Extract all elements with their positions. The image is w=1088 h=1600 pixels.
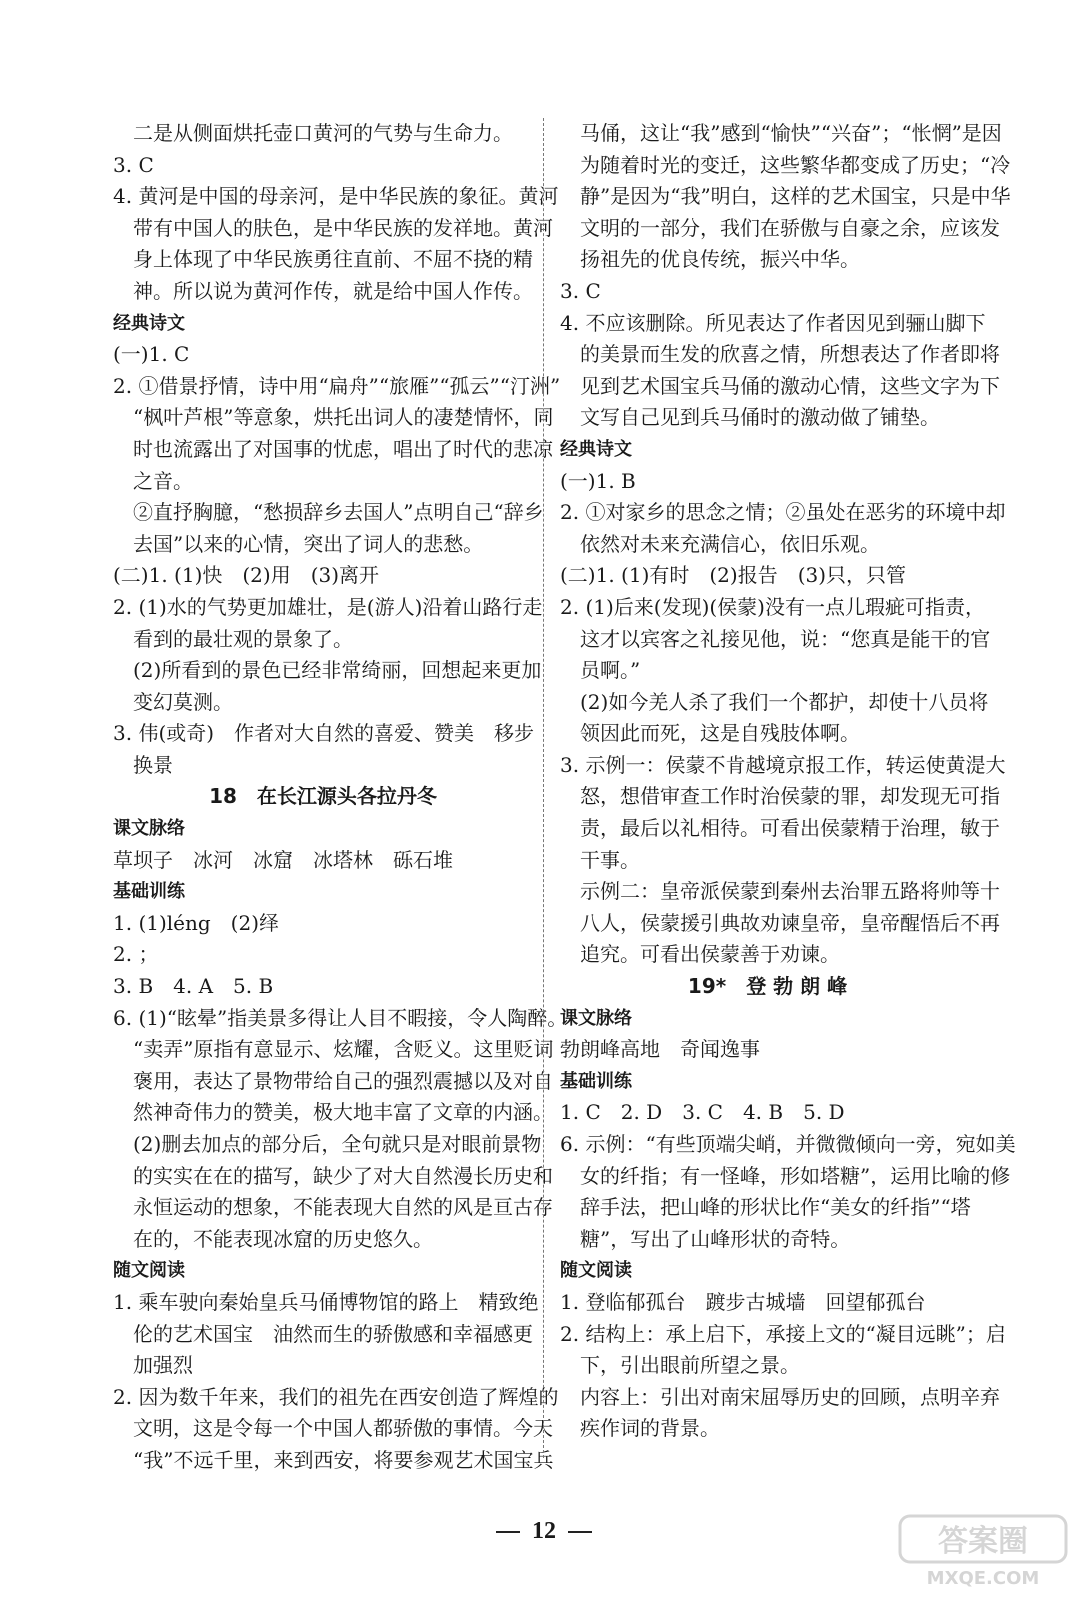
text-line: (2)删去加点的部分后，全句就只是对眼前景物 — [133, 1132, 542, 1156]
text-line: 2. 结构上：承上启下，承接上文的“凝目远眺”；启 — [560, 1321, 1006, 1346]
section-heading: 基础训练 — [113, 881, 185, 903]
section-heading: 课文脉络 — [560, 1007, 632, 1029]
text-line: 的实实在在的描写，缺少了对大自然漫长历史和 — [133, 1163, 553, 1188]
text-line: “卖弄”原指有意显示、炫耀，含贬义。这里贬词 — [133, 1037, 554, 1062]
text-line: 糖”，写出了山峰形状的奇特。 — [580, 1226, 851, 1251]
text-line: (2)如今羌人杀了我们一个都护，却使十八员将 — [580, 689, 989, 714]
text-line: 领因此而死，这是自残肢体啊。 — [580, 721, 860, 746]
watermark-logo — [898, 1514, 1068, 1590]
text-line: 2. (1)水的气势更加雄壮，是(游人)沿着山路行走 — [113, 594, 543, 619]
section-heading: 课文脉络 — [113, 818, 185, 840]
text-line: 下，引出眼前所望之景。 — [580, 1353, 800, 1378]
text-line: 干事。 — [580, 847, 640, 872]
text-line: 勃朗峰高地 奇闻逸事 — [560, 1037, 760, 1062]
text-line: 3. C — [113, 152, 154, 177]
text-line: 2. ； — [113, 942, 159, 967]
text-line: 2. ①借景抒情，诗中用“扁舟”“旅雁”“孤云”“汀洲” — [113, 373, 561, 398]
text-line: 1. 乘车驶向秦始皇兵马俑博物馆的路上 精致绝 — [113, 1289, 539, 1314]
text-line: 女的纤指；有一怪峰，形如塔糖”，运用比喻的修 — [580, 1163, 1011, 1188]
text-line: 八人，侯蒙援引典故劝谏皇帝，皇帝醒悟后不再 — [580, 910, 1000, 935]
text-line: 看到的最壮观的景象了。 — [133, 626, 353, 651]
text-line: 疾作词的背景。 — [580, 1416, 720, 1441]
text-line: 3. B 4. A 5. B — [113, 974, 274, 999]
text-line: 时也流露出了对国事的忧虑，唱出了时代的悲凉 — [133, 436, 553, 461]
text-line: 的美景而生发的欣喜之情，所想表达了作者即将 — [580, 342, 1000, 367]
text-line: (一)1. B — [560, 468, 636, 493]
text-line: 3. 伟(或奇) 作者对大自然的喜爱、赞美 移步 — [113, 721, 535, 746]
text-line: ②直抒胸臆，“愁损辞乡去国人”点明自己“辞乡 — [133, 500, 544, 525]
text-line: 怒，想借审查工作时治侯蒙的罪，却发现无可指 — [580, 784, 1000, 809]
text-line: 文写自己见到兵马俑时的激动做了铺垫。 — [580, 405, 940, 430]
lesson-title: 19* 登 勃 朗 峰 — [687, 974, 848, 999]
text-line: 之音。 — [133, 468, 193, 493]
text-line: 带有中国人的肤色，是中华民族的发祥地。黄河 — [133, 215, 553, 240]
left-column — [113, 118, 568, 1477]
text-line: 换景 — [133, 752, 173, 777]
text-line: “枫叶芦根”等意象，烘托出词人的凄楚情怀，同 — [133, 405, 554, 430]
text-line: 变幻莫测。 — [133, 689, 233, 714]
text-line: 去国”以来的心情，突出了词人的悲愁。 — [133, 531, 484, 556]
watermark-bottom-text: MXQE.COM — [926, 1568, 1040, 1589]
text-line: 静”是因为“我”明白，这样的艺术国宝，只是中华 — [580, 184, 1011, 209]
text-line: 4. 不应该删除。所见表达了作者因见到骊山脚下 — [560, 310, 986, 335]
watermark-top-text: 答案圈 — [938, 1524, 1028, 1559]
lesson-title: 18 在长江源头各拉丹冬 — [209, 784, 437, 809]
text-line: 4. 黄河是中国的母亲河，是中华民族的象征。黄河 — [113, 184, 559, 209]
text-line: 伦的艺术国宝 油然而生的骄傲感和幸福感更 — [133, 1321, 533, 1346]
text-line: 1. 登临郁孤台 踱步古城墙 回望郁孤台 — [560, 1289, 926, 1314]
text-line: (2)所看到的景色已经非常绮丽，回想起来更加 — [133, 658, 542, 683]
text-line: 1. (1)léng (2)绎 — [113, 910, 280, 935]
text-line: 这才以宾客之礼接见他，说：“您真是能干的官 — [580, 626, 991, 651]
text-line: (一)1. C — [113, 342, 190, 367]
text-line: 示例二：皇帝派侯蒙到秦州去治罪五路将帅等十 — [580, 879, 1000, 904]
text-line: 6. 示例：“有些顶端尖峭，并微微倾向一旁，宛如美 — [560, 1132, 1016, 1156]
text-line: 身上体现了中华民族勇往直前、不屈不挠的精 — [133, 247, 533, 272]
right-column — [560, 118, 1016, 1445]
page-number: 12 — [532, 1518, 556, 1544]
footer-dash-left — [496, 1531, 520, 1533]
text-line: 内容上：引出对南宋屈辱历史的回顾，点明辛弃 — [580, 1384, 1000, 1409]
text-line: 神。所以说为黄河作传，就是给中国人作传。 — [133, 278, 533, 303]
text-line: 1. C 2. D 3. C 4. B 5. D — [560, 1100, 845, 1125]
text-line: 6. (1)“眩晕”指美景多得让人目不暇接，令人陶醉。 — [113, 1005, 568, 1030]
section-heading: 经典诗文 — [560, 438, 632, 460]
text-line: 马俑，这让“我”感到“愉快”“兴奋”；“怅惘”是因 — [580, 121, 1002, 145]
section-heading: 经典诗文 — [113, 312, 185, 334]
text-line: 2. (1)后来(发现)(侯蒙)没有一点儿瑕疵可指责， — [560, 594, 985, 619]
column-divider — [543, 118, 544, 1458]
text-line: “我”不远千里，来到西安，将要参观艺术国宝兵 — [133, 1447, 554, 1472]
text-line: 文明，这是令每一个中国人都骄傲的事情。今天 — [133, 1416, 553, 1441]
text-line: (二)1. (1)快 (2)用 (3)离开 — [113, 563, 380, 588]
text-line: (二)1. (1)有时 (2)报告 (3)只，只管 — [560, 563, 907, 588]
section-heading: 基础训练 — [560, 1070, 632, 1092]
text-line: 加强烈 — [133, 1353, 193, 1378]
text-line: 3. C — [560, 278, 601, 303]
text-line: 为随着时光的变迁，这些繁华都变成了历史；“冷 — [580, 152, 1011, 177]
text-line: 永恒运动的想象，不能表现大自然的风是亘古存 — [133, 1195, 553, 1220]
text-line: 二是从侧面烘托壶口黄河的气势与生命力。 — [133, 121, 513, 145]
text-line: 褒用，表达了景物带给自己的强烈震撼以及对自 — [133, 1068, 553, 1093]
text-line: 2. ①对家乡的思念之情；②虽处在恶劣的环境中却 — [560, 500, 1006, 525]
footer-dash-right — [568, 1531, 592, 1533]
text-line: 见到艺术国宝兵马俑的激动心情，这些文字为下 — [580, 373, 1000, 398]
text-line: 3. 示例一：侯蒙不肯越境京报工作，转运使黄湜大 — [560, 752, 1006, 777]
text-line: 在的，不能表现冰窟的历史悠久。 — [133, 1226, 433, 1251]
section-heading: 随文阅读 — [560, 1260, 632, 1282]
text-line: 文明的一部分，我们在骄傲与自豪之余，应该发 — [580, 215, 1000, 240]
text-line: 依然对未来充满信心，依旧乐观。 — [580, 531, 880, 556]
text-line: 辞手法，把山峰的形状比作“美女的纤指”“塔 — [580, 1195, 971, 1220]
text-line: 2. 因为数千年来，我们的祖先在西安创造了辉煌的 — [113, 1384, 559, 1409]
text-line: 然神奇伟力的赞美，极大地丰富了文章的内涵。 — [133, 1100, 553, 1125]
text-line: 追究。可看出侯蒙善于劝谏。 — [580, 942, 840, 967]
text-line: 草坝子 冰河 冰窟 冰塔林 砾石堆 — [113, 847, 453, 872]
section-heading: 随文阅读 — [113, 1260, 185, 1282]
text-line: 员啊。” — [580, 658, 641, 683]
text-line: 责，最后以礼相待。可看出侯蒙精于治理，敏于 — [580, 816, 1000, 841]
text-line: 扬祖先的优良传统，振兴中华。 — [580, 247, 860, 272]
